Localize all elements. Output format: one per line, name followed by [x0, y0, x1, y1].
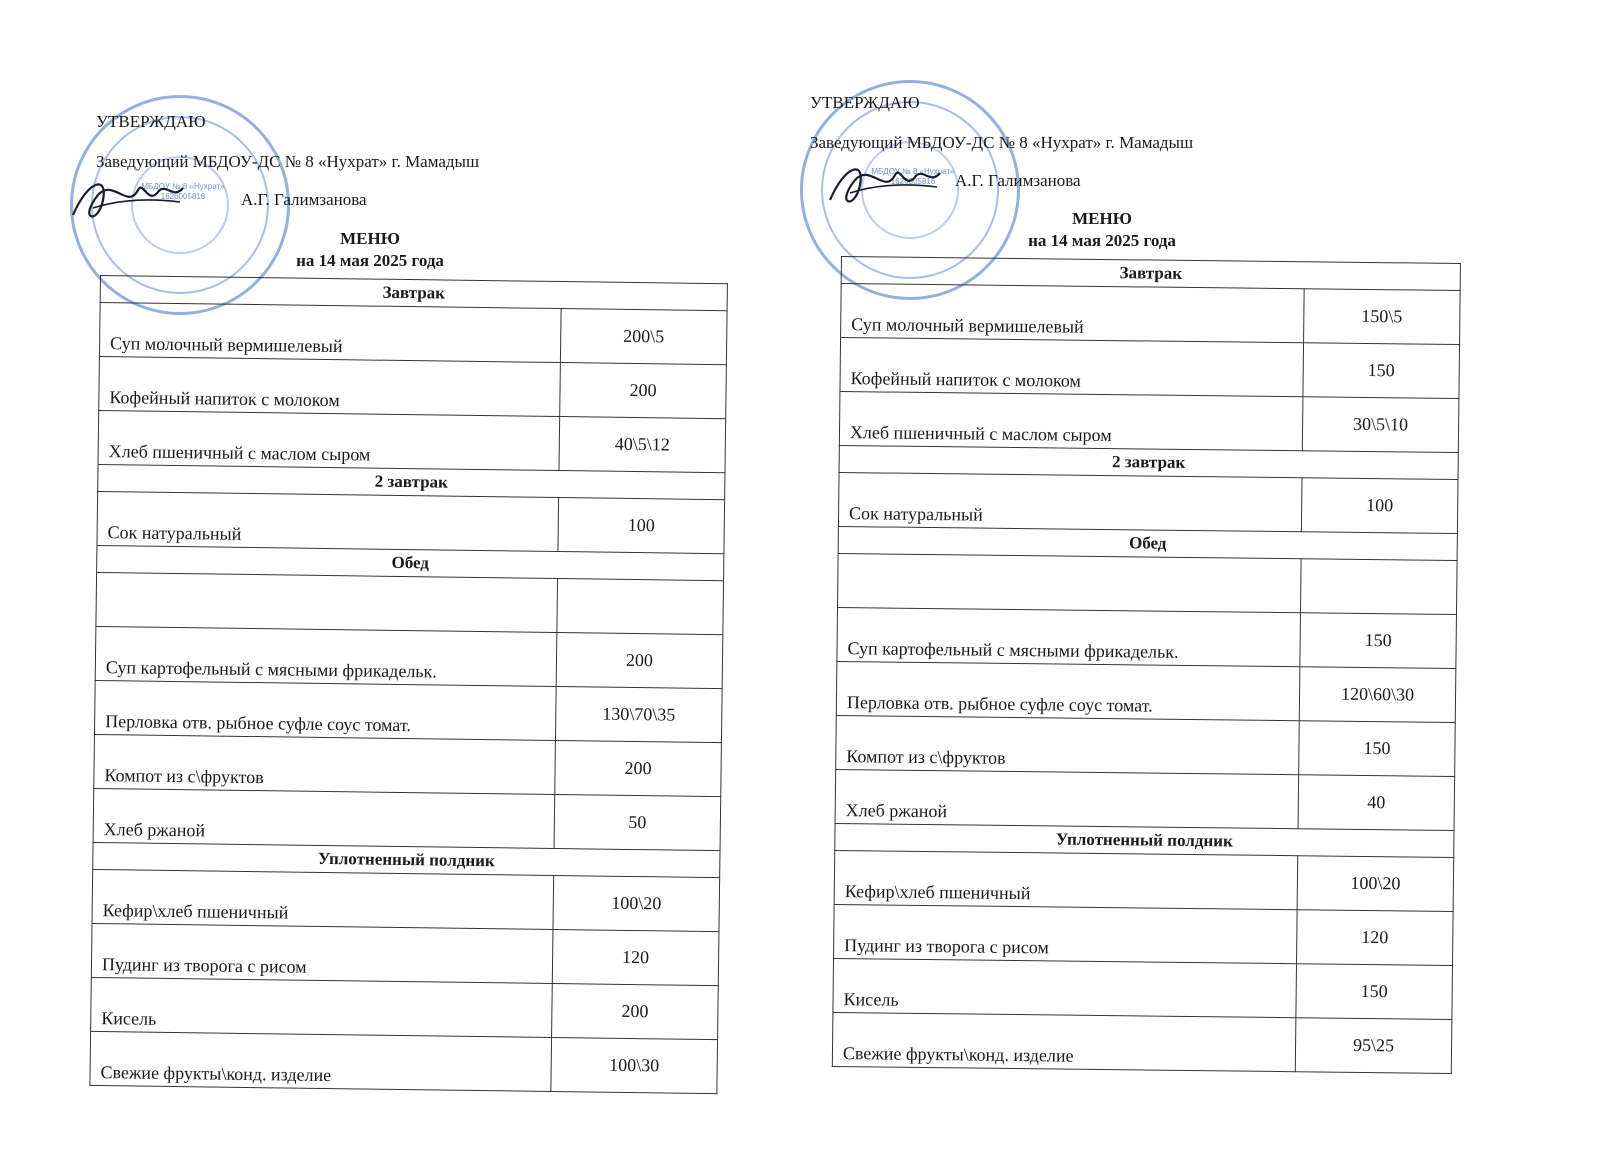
- menu-title-block: [982, 208, 1222, 252]
- dish-portion: 120\60\30: [1299, 667, 1456, 723]
- table-row: [839, 391, 1459, 452]
- signature-icon: [68, 170, 188, 230]
- dish-portion: 40\5\12: [559, 417, 726, 473]
- dish-name: Суп молочный вермишелевый: [841, 284, 1305, 343]
- dish-portion: 120: [1297, 910, 1454, 966]
- dish-portion: 150: [1300, 613, 1457, 669]
- table-row: [834, 850, 1454, 911]
- dish-name: Суп молочный вермишелевый: [99, 303, 561, 363]
- menu-date: на 14 мая 2025 года: [296, 251, 444, 271]
- menu-sheet-right: [800, 0, 1600, 1164]
- menu-table: [89, 275, 728, 1094]
- dish-name: [838, 553, 1302, 612]
- table-row: [97, 491, 725, 553]
- dish-portion: 130\70\35: [555, 687, 722, 743]
- dish-name: Кефир\хлеб пшеничный: [92, 869, 554, 929]
- section-title: 2 завтрак: [839, 445, 1458, 479]
- dish-name: Свежие фрукты\конд. изделие: [832, 1012, 1296, 1071]
- menu-date: на 14 мая 2025 года: [1028, 231, 1176, 251]
- table-row: [837, 607, 1457, 668]
- dish-name: Свежие фрукты\конд. изделие: [90, 1031, 552, 1091]
- table-row: [835, 769, 1455, 830]
- dish-name: Сок натуральный: [97, 491, 559, 551]
- table-row: [832, 1012, 1452, 1073]
- approval-heading: УТВЕРЖДАЮ: [96, 112, 206, 131]
- section-title: 2 завтрак: [98, 464, 725, 499]
- table-row: [94, 680, 722, 742]
- dish-portion: [557, 579, 724, 635]
- table-row: [96, 572, 724, 634]
- table-row: [93, 788, 721, 850]
- dish-portion: 100\20: [553, 875, 720, 931]
- section-title: Уплотненный полдник: [93, 842, 720, 877]
- table-row: [833, 958, 1453, 1019]
- section-title: Обед: [97, 545, 724, 580]
- dish-name: Сок натуральный: [838, 472, 1302, 531]
- stamp-center-text: МБДОУ № 8 «Нухрат» 1626005816: [871, 167, 955, 187]
- dish-name: Перловка отв. рыбное суфле соус томат.: [94, 680, 556, 740]
- dish-name: Компот из с\фруктов: [94, 734, 556, 794]
- dish-name: Суп картофельный с мясными фрикадельк.: [95, 626, 557, 686]
- approval-position: Заведующий МБДОУ-ДС № 8 «Нухрат» г. Мамадыш: [810, 133, 1194, 152]
- signature-icon: [825, 155, 945, 215]
- dish-portion: 50: [554, 794, 721, 850]
- dish-portion: 200\5: [560, 309, 727, 365]
- stamp-center-text: МБДОУ № 8 «Нухрат» 1626005816: [141, 182, 225, 202]
- section-title: Уплотненный полдник: [835, 823, 1454, 857]
- table-row: [92, 869, 720, 931]
- dish-name: Кефир\хлеб пшеничный: [834, 850, 1298, 909]
- dish-portion: 100\20: [1297, 856, 1454, 912]
- dish-portion: 150\5: [1304, 289, 1461, 345]
- table-row: [838, 553, 1458, 614]
- section-title: Завтрак: [100, 276, 727, 311]
- dish-name: [96, 572, 558, 632]
- dish-portion: 200: [552, 983, 719, 1039]
- menu-title: МЕНЮ: [340, 229, 400, 248]
- table-row: [91, 923, 719, 985]
- approval-heading: УТВЕРЖДАЮ: [810, 93, 920, 112]
- dish-portion: 150: [1299, 721, 1456, 777]
- section-title: Завтрак: [841, 257, 1460, 291]
- dish-name: Кисель: [91, 977, 553, 1037]
- section-title: Обед: [838, 526, 1457, 560]
- menu-title-block: [250, 228, 490, 272]
- dish-name: Пудинг из творога с рисом: [91, 923, 553, 983]
- table-row: [95, 626, 723, 688]
- dish-portion: 150: [1296, 964, 1453, 1020]
- dish-portion: 100: [1301, 478, 1458, 534]
- approval-name: А.Г. Галимзанова: [955, 171, 1081, 190]
- table-row: [99, 303, 727, 365]
- dish-name: Пудинг из творога с рисом: [834, 904, 1298, 963]
- table-row: [836, 661, 1456, 722]
- dish-name: Кофейный напиток с молоком: [99, 356, 561, 416]
- dish-name: Перловка отв. рыбное суфле соус томат.: [836, 661, 1300, 720]
- dish-portion: 200: [560, 363, 727, 419]
- dish-name: Хлеб пшеничный с маслом сыром: [839, 391, 1303, 450]
- dish-portion: 200: [556, 633, 723, 689]
- dish-portion: 95\25: [1295, 1018, 1452, 1074]
- dish-name: Хлеб пшеничный с маслом сыром: [98, 410, 560, 470]
- table-row: [91, 977, 719, 1039]
- dish-name: Компот из с\фруктов: [836, 715, 1300, 774]
- dish-portion: 30\5\10: [1302, 397, 1459, 453]
- dish-name: Кисель: [833, 958, 1297, 1017]
- dish-name: Кофейный напиток с молоком: [840, 338, 1304, 397]
- dish-name: Хлеб ржаной: [93, 788, 555, 848]
- dish-portion: 120: [552, 929, 719, 985]
- dish-portion: 100: [558, 498, 725, 554]
- table-row: [99, 356, 727, 418]
- menu-table: [832, 256, 1461, 1074]
- table-row: [841, 284, 1461, 345]
- table-row: [94, 734, 722, 796]
- dish-name: Хлеб ржаной: [835, 769, 1299, 828]
- approval-position: Заведующий МБДОУ-ДС № 8 «Нухрат» г. Мамадыш: [96, 152, 480, 171]
- dish-name: Суп картофельный с мясными фрикадельк.: [837, 607, 1301, 666]
- dish-portion: 200: [555, 741, 722, 797]
- dish-portion: 150: [1303, 343, 1460, 399]
- approval-name: А.Г. Галимзанова: [241, 190, 367, 209]
- table-row: [836, 715, 1456, 776]
- table-row: [834, 904, 1454, 965]
- table-row: [90, 1031, 718, 1093]
- table-row: [838, 472, 1458, 533]
- dish-portion: 40: [1298, 775, 1455, 831]
- menu-title: МЕНЮ: [1072, 209, 1132, 228]
- dish-portion: [1300, 559, 1457, 615]
- table-row: [98, 410, 726, 472]
- dish-portion: 100\30: [551, 1037, 718, 1093]
- table-row: [840, 338, 1460, 399]
